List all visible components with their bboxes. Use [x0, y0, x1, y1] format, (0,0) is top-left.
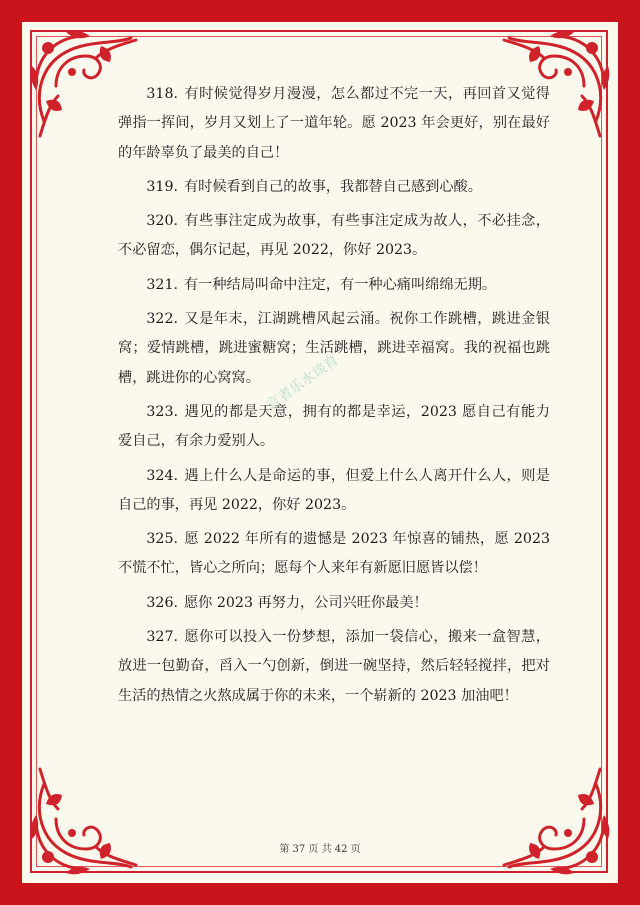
- entry-number: 324.: [146, 467, 178, 484]
- entry-number: 318.: [146, 86, 178, 102]
- document-body: [118, 80, 550, 716]
- entry-text: 有时候觉得岁月漫漫，怎么都过不完一天，再回首又觉得弹指一挥间，岁月又划上了一道年轮。愿 2023 年会更好，别在最好的年龄辜负了最美的自己！: [118, 86, 550, 161]
- entry-number: 321.: [146, 276, 178, 293]
- entry-number: 323.: [146, 403, 178, 420]
- entry-325: [118, 525, 550, 584]
- entry-text: 愿你可以投入一份梦想，添加一袋信心，搬来一盒智慧，放进一包勤奋，舀入一勺创新，倒进一碗坚持，然后轻轻搅拌，把对生活的热情之火熬成属于你的未来，一个崭新的 2023 加油吧！: [118, 629, 550, 704]
- entry-322: [118, 305, 550, 393]
- entry-text: 有些事注定成为故事，有些事注定成为故人，不必挂念，不必留恋，偶尔记起，再见 2022，你好 2023。: [118, 213, 550, 259]
- entry-text: 有时候看到自己的故事，我都替自己感到心酸。: [183, 178, 482, 195]
- entry-327: [118, 623, 550, 711]
- entry-text: 遇见的都是天意，拥有的都是幸运，2023 愿自己有能力爱自己，有余力爱别人。: [118, 403, 550, 450]
- entry-321: [118, 271, 550, 300]
- watermark: 言者乐水谈育: [263, 352, 342, 414]
- entry-text: 愿 2022 年所有的遗憾是 2023 年惊喜的铺热，愿 2023 不慌不忙，皆心之所向；愿每个人来年有新愿旧愿皆以偿！: [118, 531, 550, 577]
- corner-ornament-icon: [26, 759, 146, 879]
- corner-ornament-icon: [494, 759, 614, 879]
- entry-text: 愿你 2023 再努力，公司兴旺你最美！: [183, 594, 428, 611]
- entry-324: [118, 462, 550, 521]
- page-number-footer: 第 37 页 共 42 页: [279, 844, 361, 855]
- entry-326: [118, 589, 550, 618]
- entry-318: [118, 80, 550, 168]
- entry-319: [118, 173, 550, 202]
- entry-number: 322.: [146, 311, 178, 328]
- entry-number: 327.: [146, 629, 178, 646]
- entry-text: 有一种结局叫命中注定，有一种心痛叫绵绵无期。: [183, 276, 497, 293]
- entry-text: 遇上什么人是命运的事，但爱上什么人离开什么人，则是自己的事，再见 2022，你好 2023。: [118, 467, 550, 513]
- entry-323: [118, 398, 550, 457]
- entry-number: 326.: [146, 594, 178, 611]
- entry-number: 319.: [146, 178, 178, 195]
- entry-number: 320.: [146, 213, 178, 230]
- entry-320: [118, 207, 550, 266]
- entry-number: 325.: [146, 531, 178, 548]
- entry-text: 又是年末，江湖跳槽风起云涌。祝你工作跳槽，跳进金银窝；爱情跳槽，跳进蜜糖窝；生活跳槽，跳进幸福窝。我的祝福也跳槽，跳进你的心窝窝。: [118, 311, 550, 386]
